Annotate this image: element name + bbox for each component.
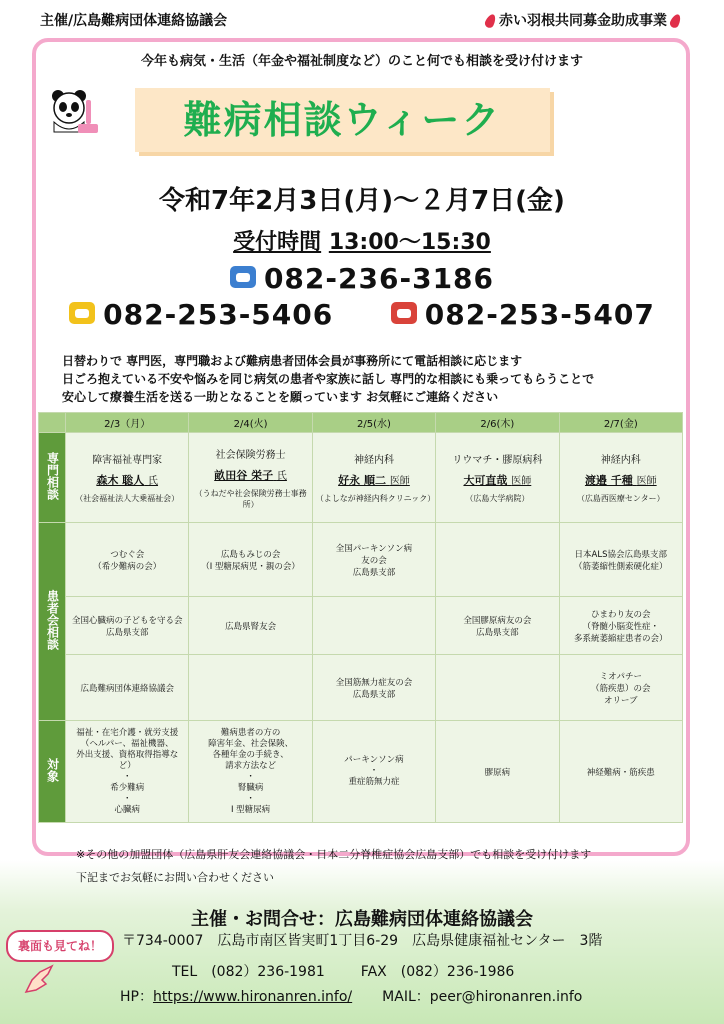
event-dates: 令和7年2月3日(月)～２月7日(金)	[159, 186, 565, 216]
phone-second[interactable]	[69, 298, 333, 331]
expert-name-line	[316, 472, 432, 488]
group-cell	[189, 655, 312, 721]
row-label-text: 対象	[45, 757, 60, 782]
expert-title: 医師	[389, 476, 410, 487]
table-header-row	[39, 413, 683, 433]
red-feather-icon	[668, 13, 682, 29]
reception-label: 受付時間	[233, 230, 322, 255]
expert-org: （よしなが神経内科クリニック）	[315, 494, 436, 503]
reception-hours	[0, 225, 724, 256]
group-cell: 全国心臓病の子どもを守る会 広島県支部	[66, 597, 189, 655]
panda-phone-icon	[42, 88, 100, 136]
table-corner	[39, 413, 66, 433]
group-cell: 日本ALS協会広島県支部 （筋萎縮性側索硬化症）	[559, 523, 682, 597]
table-row	[39, 523, 683, 597]
expert-cell	[559, 433, 682, 523]
group-cell: つむぐ会 （希少難病の会）	[66, 523, 189, 597]
pointing-hand-icon	[22, 962, 56, 996]
expert-title: 医師	[636, 476, 657, 487]
description-line: 日ごろ抱えている不安や悩みを同じ病気の患者や家族に話し 専門的な相談にも乗ってもらうことで	[62, 372, 595, 386]
table-row	[39, 433, 683, 523]
expert-name-line	[439, 472, 555, 488]
expert-name: 大可直哉	[463, 474, 508, 487]
title-banner	[135, 88, 550, 152]
target-cell: パーキンソン病 ・ 重症筋無力症	[312, 721, 435, 823]
day-header: 2/5(水)	[312, 413, 435, 433]
expert-cell	[436, 433, 559, 523]
note-contact: 下記までお気軽にお問い合わせください	[76, 871, 274, 884]
day-header: 2/4(火)	[189, 413, 312, 433]
phone-main[interactable]	[0, 262, 724, 295]
group-cell: 全国膠原病友の会 広島県支部	[436, 597, 559, 655]
footer-title: 主催・お問合せ：広島難病団体連絡協議会	[191, 909, 533, 930]
expert-type: 社会保険労務士	[215, 449, 286, 461]
grant-label	[482, 10, 684, 30]
expert-name-line	[563, 472, 679, 488]
row-label-text: 専門相談	[45, 451, 60, 500]
page-title: 難病相談ウィーク	[183, 98, 502, 142]
schedule-table	[38, 412, 683, 823]
phone-main-number: 082-236-3186	[263, 262, 495, 295]
expert-type: リウマチ・膠原病科	[452, 455, 543, 466]
table-row	[39, 655, 683, 721]
group-cell: ひまわり友の会 （脊髄小脳変性症・ 多系統萎縮症患者の会）	[559, 597, 682, 655]
description	[62, 352, 662, 406]
intro-text: 今年も病気・生活（年金や福祉制度など）のこと何でも相談を受け付けます	[140, 54, 583, 69]
table-row	[39, 597, 683, 655]
expert-org: （うねだや社会保険労務士事務所）	[194, 488, 307, 509]
day-header: 2/3（月）	[66, 413, 189, 433]
footer-fax: FAX (082）236-1986	[360, 964, 515, 980]
footer-mail[interactable]: MAIL：peer@hironanren.info	[382, 989, 583, 1005]
target-cell: 福祉・在宅介護・就労支援 （ヘルパー、福祉機器、 外出支援、資格取得指導など） ・ 希少難病 ・ 心臓病	[66, 721, 189, 823]
group-cell	[312, 597, 435, 655]
footer-tel[interactable]: TEL (082）236-1981	[172, 964, 325, 980]
note-other-groups: ※その他の加盟団体（広島県肝友会連絡協議会・日本二分脊椎症協会広島支部）でも相談を受け付けます	[76, 848, 592, 861]
grant-text: 赤い羽根共同募金助成事業	[499, 13, 667, 29]
expert-title: 医師	[511, 476, 532, 487]
expert-cell	[66, 433, 189, 523]
reception-time: 13:00～15:30	[328, 230, 491, 255]
day-header: 2/7(金)	[559, 413, 682, 433]
expert-org: （広島西医療センター）	[576, 494, 665, 503]
target-cell: 神経難病・筋疾患	[559, 721, 682, 823]
table-row	[39, 721, 683, 823]
group-cell	[436, 523, 559, 597]
expert-name: 渡邉 千種	[584, 474, 633, 487]
expert-title: 氏	[148, 476, 159, 487]
see-back-badge: 裏面も見てね！	[6, 930, 114, 962]
row-label-text: 患者会相談	[45, 589, 60, 650]
website-link[interactable]: https://www.hironanren.info/	[152, 989, 353, 1005]
phone-row	[0, 298, 724, 331]
row-label-groups	[39, 523, 66, 721]
footer-web	[120, 986, 582, 1006]
group-cell	[436, 655, 559, 721]
footer-telfax	[172, 961, 514, 981]
expert-type: 神経内科	[600, 455, 641, 466]
expert-type: 障害福祉専門家	[92, 455, 163, 466]
footer-address: 〒734-0007 広島市南区皆実町1丁目6-29 広島県健康福祉センター 3階	[122, 933, 603, 949]
hp-label: HP：	[120, 989, 153, 1005]
group-cell: 広島もみじの会 （I 型糖尿病児・親の会）	[189, 523, 312, 597]
phone-second-number: 082-253-5406	[103, 298, 334, 331]
expert-title: 氏	[276, 470, 287, 482]
group-cell: 全国パーキンソン病 友の会 広島県支部	[312, 523, 435, 597]
phone-third[interactable]	[391, 298, 655, 331]
phone-icon	[391, 302, 417, 324]
expert-org: （社会福祉法人大乗福祉会）	[75, 494, 180, 503]
group-cell: 広島難病団体連絡協議会	[66, 655, 189, 721]
expert-name-line	[69, 472, 185, 488]
phone-third-number: 082-253-5407	[424, 298, 655, 331]
expert-name: 畝田谷 栄子	[214, 468, 274, 482]
row-label-target	[39, 721, 66, 823]
red-feather-icon	[483, 13, 497, 29]
phone-icon	[230, 266, 256, 288]
expert-type: 神経内科	[353, 455, 394, 466]
target-cell: 難病患者の方の 障害年金、社会保険、 各種年金の手続き、 請求方法など ・ 腎臓病 ・ I 型糖尿病	[189, 721, 312, 823]
expert-org: （広島大学病院）	[465, 494, 530, 503]
description-line: 安心して療養生活を送る一助となることを願っています お気軽にご連絡ください	[62, 390, 499, 404]
organizer-label: 主催/広島難病団体連絡協議会	[40, 13, 228, 29]
expert-name-line	[192, 467, 308, 483]
group-cell: ミオパチー （筋疾患）の会 オリーブ	[559, 655, 682, 721]
phone-icon	[69, 302, 95, 324]
group-cell: 全国筋無力症友の会 広島県支部	[312, 655, 435, 721]
expert-cell	[189, 433, 312, 523]
target-cell: 膠原病	[436, 721, 559, 823]
expert-name: 森木 聡人	[96, 474, 145, 487]
expert-cell	[312, 433, 435, 523]
description-line: 日替わりで 専門医，専門職および難病患者団体会員が事務所にて電話相談に応じます	[62, 354, 523, 368]
expert-name: 好永 順二	[338, 474, 386, 487]
row-label-experts	[39, 433, 66, 523]
day-header: 2/6(木)	[436, 413, 559, 433]
group-cell: 広島県腎友会	[189, 597, 312, 655]
